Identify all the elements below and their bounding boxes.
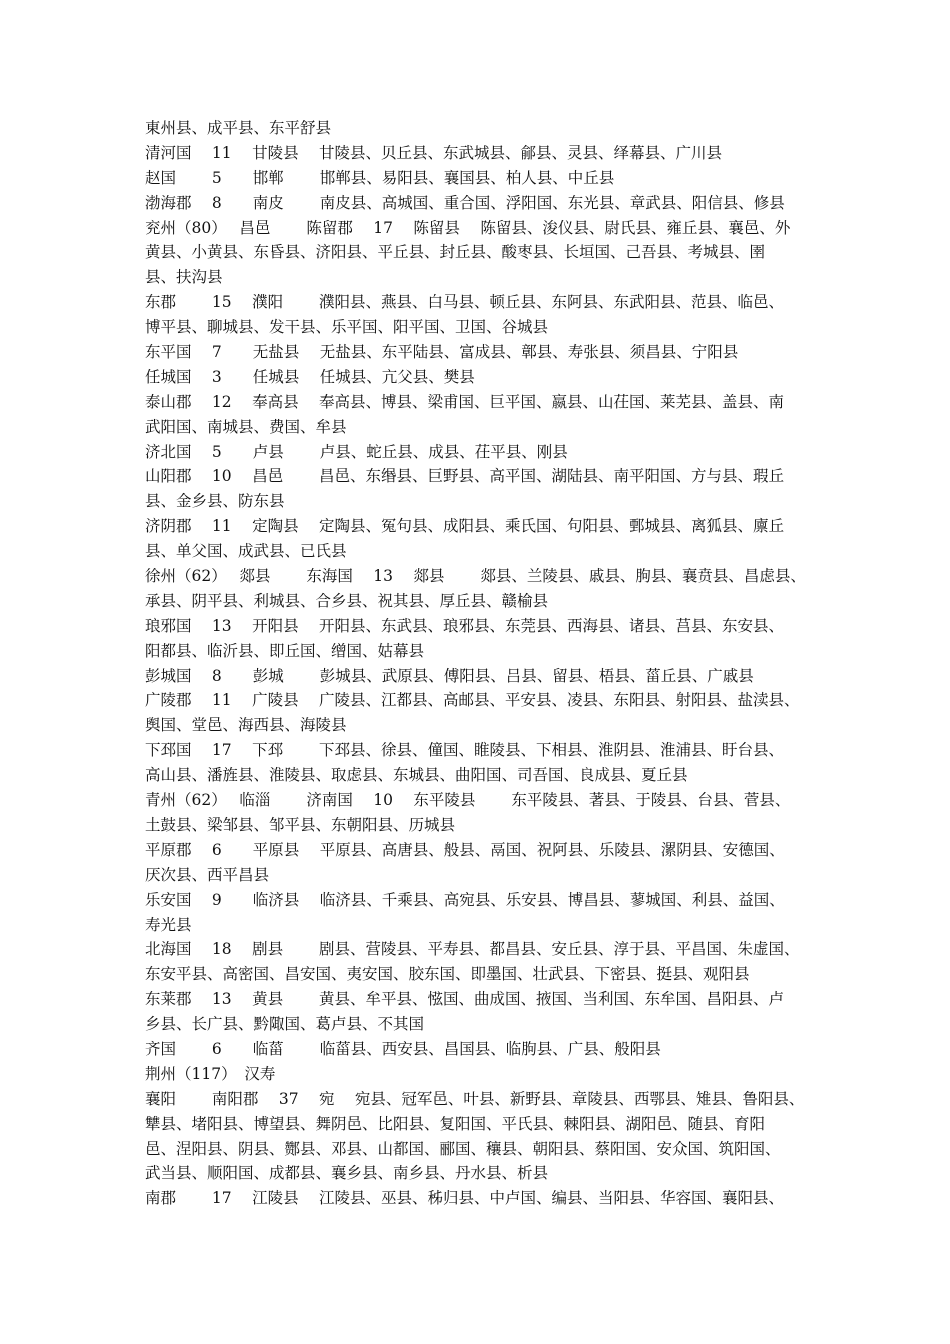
text-line: 广陵郡 11 广陵县 广陵县、江都县、高邮县、平安县、凌县、东阳县、射阳县、盐渎县、 (145, 691, 800, 710)
text-line: 东平国 7 无盐县 无盐县、东平陆县、富成县、鄣县、寿张县、须昌县、宁阳县 (145, 343, 739, 362)
text-line: 县、单父国、成武县、已氏县 (145, 542, 347, 561)
text-line: 土鼓县、梁邹县、邹平县、东朝阳县、历城县 (145, 815, 456, 834)
text-line: 寿光县 (145, 915, 192, 934)
text-line: 阳都县、临沂县、即丘国、缯国、姑幕县 (145, 641, 425, 660)
text-line: 東州县、成平县、东平舒县 (145, 119, 332, 137)
text-line: 东莱郡 13 黄县 黄县、牟平县、惤国、曲成国、掖国、当利国、东牟国、昌阳县、卢 (145, 990, 785, 1009)
text-line: 琅邪国 13 开阳县 开阳县、东武县、琅邪县、东莞县、西海县、诸县、莒县、东安县、 (145, 616, 785, 635)
text-line: 县、金乡县、防东县 (145, 492, 285, 511)
text-line: 厌次县、西平昌县 (145, 865, 270, 884)
text-line: 平原郡 6 平原县 平原县、高唐县、般县、鬲国、祝阿县、乐陵县、漯阴县、安德国、 (145, 840, 785, 859)
text-line: 县、扶沟县 (145, 268, 223, 287)
text-line: 邑、涅阳县、阴县、酂县、邓县、山都国、郦国、穰县、朝阳县、蔡阳国、安众国、筑阳国、 (145, 1139, 781, 1158)
text-line: 犨县、堵阳县、博望县、舞阴邑、比阳县、复阳国、平氏县、棘阳县、湖阳邑、随县、育阳 (145, 1114, 766, 1133)
text-line: 黄县、小黄县、东昏县、济阳县、平丘县、封丘县、酸枣县、长垣国、己吾县、考城县、圉 (145, 243, 766, 262)
text-line: 泰山郡 12 奉高县 奉高县、博县、梁甫国、巨平国、嬴县、山茌国、莱芜县、盖县、南 (145, 392, 785, 411)
text-line: 徐州（62） 郯县 东海国 13 郯县 郯县、兰陵县、戚县、朐县、襄贲县、昌虑县、 (145, 567, 806, 586)
text-line: 乡县、长广县、黔陬国、葛卢县、不其国 (145, 1015, 425, 1034)
text-line: 山阳郡 10 昌邑 昌邑、东缗县、巨野县、高平国、湖陆县、南平阳国、方与县、瑕丘 (145, 467, 785, 486)
text-line: 高山县、潘旌县、淮陵县、取虑县、东城县、曲阳国、司吾国、良成县、夏丘县 (145, 766, 688, 785)
text-line: 清河国 11 甘陵县 甘陵县、贝丘县、东武城县、鄃县、灵县、绎幕县、广川县 (145, 143, 723, 162)
text-line: 乐安国 9 临济县 临济县、千乘县、高宛县、乐安县、博昌县、蓼城国、利县、益国、 (145, 890, 785, 909)
text-line: 襄阳 南阳郡 37 宛 宛县、冠军邑、叶县、新野县、章陵县、西鄂县、雉县、鲁阳县、 (145, 1089, 805, 1108)
text-line: 济阴郡 11 定陶县 定陶县、冤句县、成阳县、乘氏国、句阳县、鄄城县、离狐县、廪丘 (145, 517, 785, 536)
document-body (145, 116, 813, 1211)
text-line: 济北国 5 卢县 卢县、蛇丘县、成县、茌平县、刚县 (145, 442, 568, 461)
text-line: 兖州（80） 昌邑 陈留郡 17 陈留县 陈留县、浚仪县、尉氏县、雍丘县、襄邑、外 (145, 218, 791, 237)
text-line: 南郡 17 江陵县 江陵县、巫县、秭归县、中卢国、编县、当阳县、华容国、襄阳县、 (145, 1189, 785, 1208)
text-line: 北海国 18 剧县 剧县、营陵县、平寿县、都昌县、安丘县、淳于县、平昌国、朱虚国、 (145, 940, 800, 959)
text-line: 下邳国 17 下邳 下邳县、徐县、僮国、睢陵县、下相县、淮阴县、淮浦县、盱台县、 (145, 741, 785, 760)
text-line: 任城国 3 任城县 任城县、亢父县、樊县 (145, 367, 475, 386)
text-line: 东郡 15 濮阳 濮阳县、燕县、白马县、顿丘县、东阿县、东武阳县、范县、临邑、 (145, 293, 785, 312)
text-line: 荆州（117） 汉寿 (145, 1064, 276, 1083)
text-line: 武当县、顺阳国、成都县、襄乡县、南乡县、丹水县、析县 (145, 1164, 549, 1183)
text-line: 渤海郡 8 南皮 南皮县、高城国、重合国、浮阳国、东光县、章武县、阳信县、修县 (145, 193, 785, 212)
text-line: 博平县、聊城县、发干县、乐平国、阳平国、卫国、谷城县 (145, 318, 549, 337)
text-line: 齐国 6 临菑 临菑县、西安县、昌国县、临朐县、广县、般阳县 (145, 1039, 661, 1058)
text-line: 赵国 5 邯郸 邯郸县、易阳县、襄国县、柏人县、中丘县 (145, 168, 615, 187)
text-line: 承县、阴平县、利城县、合乡县、祝其县、厚丘县、赣榆县 (145, 591, 549, 610)
text-line: 青州（62） 临淄 济南国 10 东平陵县 东平陵县、著县、于陵县、台县、菅县、 (145, 791, 791, 810)
text-line: 彭城国 8 彭城 彭城县、武原县、傅阳县、吕县、留县、梧县、菑丘县、广戚县 (145, 666, 754, 685)
text-line: 舆国、堂邑、海西县、海陵县 (145, 716, 347, 735)
text-line: 东安平县、高密国、昌安国、夷安国、胶东国、即墨国、壮武县、下密县、挺县、观阳县 (145, 965, 750, 984)
text-line: 武阳国、南城县、费国、牟县 (145, 417, 347, 436)
